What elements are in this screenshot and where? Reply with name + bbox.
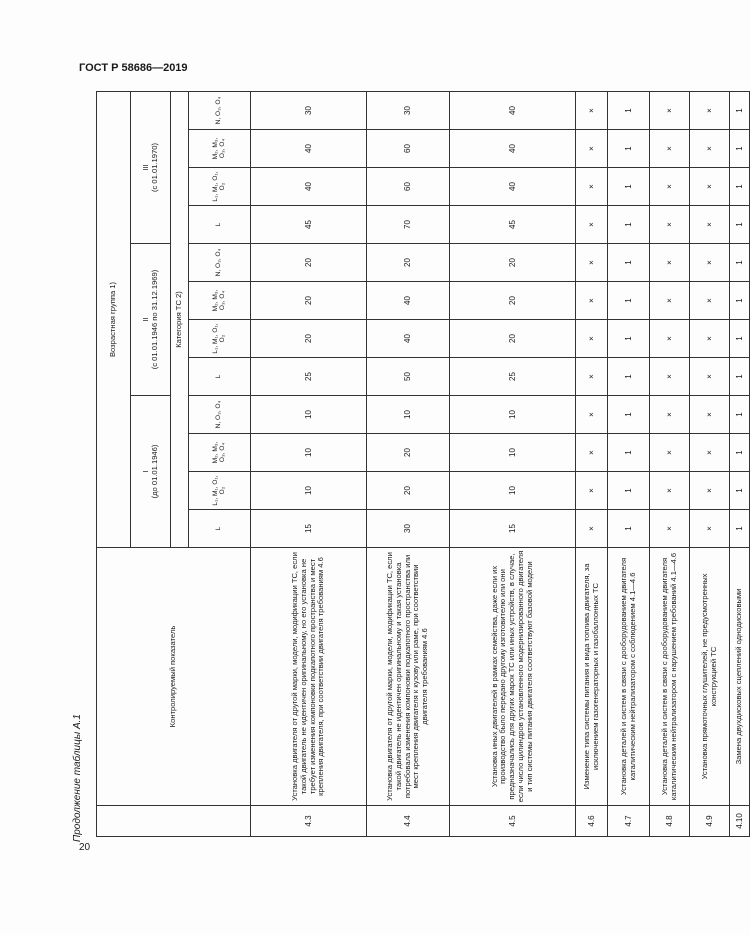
value-cell: × bbox=[650, 396, 690, 434]
value-cell: × bbox=[576, 434, 608, 472]
value-cell: × bbox=[576, 92, 608, 130]
value-cell: 1 bbox=[608, 472, 650, 510]
value-cell: 1 bbox=[730, 168, 750, 206]
table-row bbox=[608, 92, 650, 837]
value-cell: 30 bbox=[367, 92, 450, 130]
value-cell: 1 bbox=[608, 434, 650, 472]
table-row bbox=[251, 92, 367, 837]
value-cell: × bbox=[690, 510, 730, 548]
value-cell: 1 bbox=[608, 358, 650, 396]
value-cell: × bbox=[650, 358, 690, 396]
value-cell: 70 bbox=[367, 206, 450, 244]
row-description: Установка иных двигателей в рамках семейства, даже если их производство было передано другому изготовителю или они предназначались для других марок ТС или иных устройств, в случае, если число цилиндров установленного модернизированного двигателя и тип системы питания двигателя соответствуют базовой модели bbox=[450, 548, 576, 806]
value-cell: × bbox=[690, 434, 730, 472]
value-cell: 1 bbox=[730, 396, 750, 434]
param-header: Контролируемый показатель bbox=[97, 548, 251, 806]
cat-cell: L₁, M₁, O₁, O₂ bbox=[189, 320, 251, 358]
row-description: Установка прямоточных глушителей, не предусмотренных конструкцией ТС bbox=[690, 548, 730, 806]
value-cell: 1 bbox=[608, 130, 650, 168]
value-cell: × bbox=[650, 434, 690, 472]
row-number: 4.7 bbox=[608, 806, 650, 837]
row-number: 4.5 bbox=[450, 806, 576, 837]
cat-cell: L bbox=[189, 206, 251, 244]
value-cell: 1 bbox=[730, 434, 750, 472]
table-row bbox=[730, 92, 750, 837]
row-description: Установка двигателя от другой марки, модели, модификации ТС, если такой двигатель не идентичен оригинальному, но его установка не требует изменения компоновки подкапотного пространства и мест крепления двигателя, при соответствии двигателя требованиям 4.6 bbox=[251, 548, 367, 806]
value-cell: × bbox=[690, 396, 730, 434]
value-cell: 1 bbox=[608, 168, 650, 206]
value-cell: 10 bbox=[450, 396, 576, 434]
value-cell: 40 bbox=[251, 130, 367, 168]
value-cell: 20 bbox=[251, 282, 367, 320]
value-cell: 20 bbox=[251, 244, 367, 282]
value-cell: 1 bbox=[730, 510, 750, 548]
row-number: 4.10 bbox=[730, 806, 750, 837]
cat-cell: L bbox=[189, 510, 251, 548]
value-cell: 25 bbox=[450, 358, 576, 396]
table-row bbox=[690, 92, 730, 837]
cat-cell: M₂, M₃, O₃, O₄ bbox=[189, 434, 251, 472]
value-cell: 25 bbox=[251, 358, 367, 396]
value-cell: × bbox=[576, 396, 608, 434]
value-cell: 20 bbox=[367, 434, 450, 472]
value-cell: × bbox=[576, 206, 608, 244]
value-cell: × bbox=[650, 92, 690, 130]
cat-cell: N, O₃, O₄ bbox=[189, 396, 251, 434]
table-caption: Продолжение таблицы А.1 bbox=[72, 714, 83, 842]
rotated-table-container bbox=[96, 96, 744, 837]
cat-cell: N, O₃, O₄ bbox=[189, 92, 251, 130]
value-cell: × bbox=[650, 244, 690, 282]
group-roman: I bbox=[140, 470, 150, 473]
value-cell: 1 bbox=[730, 472, 750, 510]
value-cell: 10 bbox=[450, 434, 576, 472]
cat-cell: L₁, M₁, O₁, O₂ bbox=[189, 472, 251, 510]
group-header-1 bbox=[131, 396, 171, 548]
value-cell: 20 bbox=[450, 282, 576, 320]
value-cell: 40 bbox=[251, 168, 367, 206]
value-cell: 60 bbox=[367, 168, 450, 206]
row-description: Установка деталей и систем в связи с дооборудованием двигателя каталитическим нейтрализатором с нарушением требований 4.1—4.6 bbox=[650, 548, 690, 806]
requirements-table bbox=[96, 91, 750, 837]
value-cell: × bbox=[690, 282, 730, 320]
value-cell: 20 bbox=[450, 320, 576, 358]
cat-cell: M₂, M₃, O₃, O₄ bbox=[189, 130, 251, 168]
value-cell: 10 bbox=[450, 472, 576, 510]
value-cell: 30 bbox=[367, 510, 450, 548]
group-period: (с 01.01.1970) bbox=[149, 143, 159, 192]
row-number: 4.9 bbox=[690, 806, 730, 837]
value-cell: × bbox=[690, 320, 730, 358]
value-cell: 1 bbox=[730, 282, 750, 320]
value-cell: × bbox=[650, 320, 690, 358]
value-cell: 1 bbox=[730, 130, 750, 168]
value-cell: × bbox=[690, 92, 730, 130]
value-cell: × bbox=[690, 358, 730, 396]
value-cell: × bbox=[576, 358, 608, 396]
value-cell: × bbox=[690, 206, 730, 244]
value-cell: 45 bbox=[251, 206, 367, 244]
row-number: 4.4 bbox=[367, 806, 450, 837]
age-group-header: Возрастная группа 1) bbox=[97, 92, 131, 548]
value-cell: 20 bbox=[251, 320, 367, 358]
value-cell: 40 bbox=[367, 282, 450, 320]
row-description: Изменение типа системы питания и вида топлива двигателя, за исключением газогенераторных и газобаллонных ТС bbox=[576, 548, 608, 806]
value-cell: × bbox=[650, 472, 690, 510]
value-cell: × bbox=[690, 244, 730, 282]
cat-cell: N, O₃, O₄ bbox=[189, 244, 251, 282]
value-cell: 40 bbox=[450, 92, 576, 130]
value-cell: 20 bbox=[450, 244, 576, 282]
group-period: (с 01.01.1946 по 31.12.1969) bbox=[149, 269, 159, 370]
cat-cell: M₂, M₃, O₃, O₄ bbox=[189, 282, 251, 320]
value-cell: 20 bbox=[367, 244, 450, 282]
table-row bbox=[650, 92, 690, 837]
value-cell: 1 bbox=[608, 206, 650, 244]
document-header: ГОСТ Р 58686—2019 bbox=[79, 62, 188, 74]
corner-cell bbox=[97, 806, 251, 837]
value-cell: 50 bbox=[367, 358, 450, 396]
value-cell: 60 bbox=[367, 130, 450, 168]
value-cell: 10 bbox=[251, 396, 367, 434]
page-number: 20 bbox=[79, 842, 91, 853]
row-description: Установка двигателя от другой марки, модели, модификации ТС, если такой двигатель не идентичен оригинальному и такая установка потребовала изменения компоновки подкапотного пространства или мест крепления двигателя к кузову или раме, при соответствии двигателя требованиям 4.6 bbox=[367, 548, 450, 806]
row-number: 4.8 bbox=[650, 806, 690, 837]
value-cell: 15 bbox=[251, 510, 367, 548]
value-cell: × bbox=[576, 510, 608, 548]
value-cell: 10 bbox=[251, 434, 367, 472]
value-cell: × bbox=[690, 168, 730, 206]
value-cell: 10 bbox=[251, 472, 367, 510]
row-description: Замена двухдисковых сцеплений однодисковыми bbox=[730, 548, 750, 806]
value-cell: 1 bbox=[608, 320, 650, 358]
value-cell: × bbox=[576, 320, 608, 358]
value-cell: × bbox=[576, 472, 608, 510]
value-cell: 1 bbox=[608, 510, 650, 548]
value-cell: × bbox=[650, 168, 690, 206]
group-period: (до 01.01.1946) bbox=[149, 444, 159, 499]
value-cell: 30 bbox=[251, 92, 367, 130]
table-row bbox=[367, 92, 450, 837]
cat-cell: L₁, M₁, O₁, O₂ bbox=[189, 168, 251, 206]
group-header-2 bbox=[131, 244, 171, 396]
value-cell: 1 bbox=[608, 396, 650, 434]
value-cell: 10 bbox=[367, 396, 450, 434]
row-number: 4.6 bbox=[576, 806, 608, 837]
value-cell: 15 bbox=[450, 510, 576, 548]
group-header-3 bbox=[131, 92, 171, 244]
value-cell: × bbox=[650, 282, 690, 320]
value-cell: × bbox=[690, 472, 730, 510]
value-cell: 1 bbox=[730, 244, 750, 282]
row-number: 4.3 bbox=[251, 806, 367, 837]
value-cell: × bbox=[576, 282, 608, 320]
table-row bbox=[576, 92, 608, 837]
category-header: Категория ТС 2) bbox=[171, 92, 189, 548]
value-cell: 1 bbox=[730, 206, 750, 244]
value-cell: × bbox=[650, 510, 690, 548]
value-cell: 1 bbox=[730, 320, 750, 358]
value-cell: 40 bbox=[367, 320, 450, 358]
value-cell: 40 bbox=[450, 130, 576, 168]
value-cell: 45 bbox=[450, 206, 576, 244]
value-cell: 40 bbox=[450, 168, 576, 206]
cat-cell: L bbox=[189, 358, 251, 396]
value-cell: 1 bbox=[608, 282, 650, 320]
value-cell: × bbox=[650, 206, 690, 244]
value-cell: × bbox=[690, 130, 730, 168]
table-row bbox=[450, 92, 576, 837]
value-cell: × bbox=[576, 168, 608, 206]
value-cell: × bbox=[576, 130, 608, 168]
value-cell: 1 bbox=[730, 358, 750, 396]
value-cell: 20 bbox=[367, 472, 450, 510]
group-roman: III bbox=[140, 164, 150, 171]
value-cell: 1 bbox=[608, 244, 650, 282]
value-cell: × bbox=[576, 244, 608, 282]
value-cell: 1 bbox=[730, 92, 750, 130]
row-description: Установка деталей и систем в связи с дооборудованием двигателя каталитическим нейтрализатором с соблюдением 4.1—4.6 bbox=[608, 548, 650, 806]
value-cell: × bbox=[650, 130, 690, 168]
value-cell: 1 bbox=[608, 92, 650, 130]
group-roman: II bbox=[140, 317, 150, 322]
